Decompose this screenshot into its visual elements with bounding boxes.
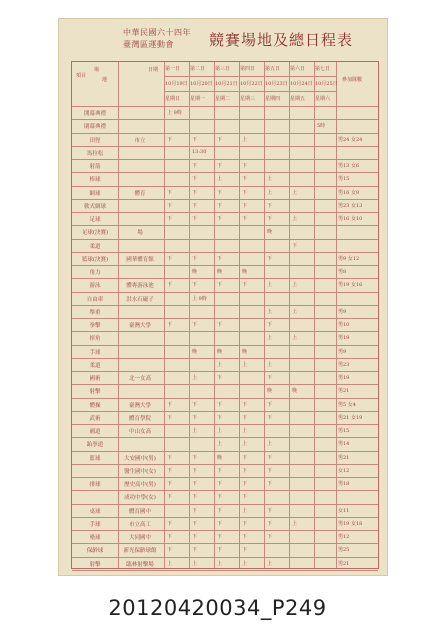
- session-mark: 上: [242, 507, 248, 514]
- event-name: 手球: [89, 521, 101, 528]
- day-header-day: 第七日: [315, 66, 331, 72]
- session-mark: 下: [217, 216, 223, 223]
- venue-name: 體育國中: [128, 508, 151, 515]
- session-mark: 上: [267, 335, 273, 342]
- day-header-day: 第二日: [190, 66, 206, 72]
- header-venue: 場: [94, 67, 100, 73]
- session-mark: 下: [192, 414, 198, 421]
- session-mark: 下: [267, 202, 273, 209]
- venue-name: 體專游泳池: [126, 283, 154, 290]
- team-count: 男15: [338, 428, 350, 435]
- session-mark: 下: [167, 189, 173, 196]
- session-mark: 晚: [217, 269, 223, 276]
- event-name: 足球(決賽): [81, 230, 109, 237]
- event-name: 體操: [89, 402, 101, 409]
- grid-row-line: [72, 159, 378, 160]
- session-mark: 下: [167, 414, 173, 421]
- session-mark: 5時: [317, 123, 326, 130]
- venue-name: 體育學院: [128, 415, 151, 422]
- session-mark: 下: [242, 481, 248, 488]
- session-mark: 上: [267, 176, 273, 183]
- session-mark: 下: [267, 322, 273, 329]
- session-mark: 上 9時: [192, 295, 207, 302]
- grid-row-line: [72, 318, 378, 319]
- team-count: 男10: [338, 322, 350, 329]
- session-mark: 上: [192, 560, 198, 567]
- grid-row-line: [72, 437, 378, 438]
- team-count: 男19 女16: [338, 282, 363, 289]
- session-mark: 下: [267, 467, 273, 474]
- session-mark: 上: [292, 189, 298, 196]
- day-header-week: 星期一: [190, 96, 206, 102]
- team-count: 男15: [338, 176, 350, 183]
- event-name: 排球: [89, 482, 101, 489]
- session-mark: 上: [292, 308, 298, 315]
- event-name: 馬拉松: [86, 150, 104, 157]
- day-header-week: 星期三: [240, 96, 256, 102]
- team-count: 男21: [338, 454, 350, 461]
- grid-row-line: [72, 371, 378, 372]
- session-mark: 上: [267, 441, 273, 448]
- day-header-week: 星期六: [315, 96, 331, 102]
- session-mark: 下: [217, 136, 223, 143]
- grid-row-line: [72, 133, 378, 134]
- session-mark: 上: [267, 361, 273, 368]
- grid-row-line: [72, 517, 378, 518]
- day-header-day: 第一日: [165, 66, 181, 72]
- session-mark: 下: [217, 282, 223, 289]
- session-mark: 下: [167, 547, 173, 554]
- session-mark: 下: [167, 454, 173, 461]
- team-count: 男5 女4: [338, 401, 356, 408]
- event-name: 桌球: [89, 508, 101, 515]
- session-mark: 上: [217, 361, 223, 368]
- event-name: 游泳: [89, 283, 101, 290]
- session-mark: 上: [217, 176, 223, 183]
- event-name: 射擊: [89, 389, 101, 396]
- venue-name: 醫生國中(女): [124, 468, 156, 475]
- session-mark: 上: [242, 428, 248, 435]
- grid-row-line: [72, 225, 378, 226]
- grid-column-line: [239, 62, 240, 568]
- session-mark: 下: [192, 481, 198, 488]
- session-mark: 下: [217, 414, 223, 421]
- header-item: 項目: [76, 73, 87, 79]
- day-header-date: 10月21日: [215, 81, 238, 87]
- grid-row-line: [72, 451, 378, 452]
- session-mark: 下: [267, 481, 273, 488]
- session-mark: 下: [267, 520, 273, 527]
- session-mark: 上: [242, 441, 248, 448]
- venue-name: 臺灣大學: [128, 323, 151, 330]
- session-mark: 下: [217, 255, 223, 262]
- session-mark: 下: [192, 454, 198, 461]
- session-mark: 下: [217, 507, 223, 514]
- session-mark: 上: [167, 560, 173, 567]
- grid-row-line: [72, 305, 378, 306]
- team-count: 男21: [338, 560, 350, 567]
- session-mark: 下: [167, 494, 173, 501]
- session-mark: 晚: [267, 229, 273, 236]
- session-mark: 晚: [192, 269, 198, 276]
- session-mark: 下: [167, 520, 173, 527]
- session-mark: 下: [217, 481, 223, 488]
- header-teams: 參加隊數: [342, 77, 363, 83]
- session-mark: 下: [242, 216, 248, 223]
- grid-row-line: [72, 464, 378, 465]
- grid-row-line: [72, 504, 378, 505]
- event-name: 閉幕典禮: [83, 124, 106, 131]
- grid-row-line: [72, 106, 378, 107]
- grid-row-line: [164, 91, 336, 92]
- day-header-week: 星期五: [290, 96, 306, 102]
- session-mark: 上: [217, 428, 223, 435]
- session-mark: 下: [217, 494, 223, 501]
- grid-row-line: [72, 490, 378, 491]
- event-name: 柔道: [89, 362, 101, 369]
- session-mark: 下: [217, 189, 223, 196]
- image-caption: 20120420034_P249: [108, 596, 327, 620]
- session-mark: 晚: [242, 269, 248, 276]
- team-count: 女12: [338, 467, 350, 474]
- session-mark: 下: [242, 467, 248, 474]
- venue-name: 歷史高中(男): [124, 482, 156, 489]
- event-name: 武術: [89, 415, 101, 422]
- session-mark: 下: [192, 216, 198, 223]
- session-mark: 下: [192, 163, 198, 170]
- session-mark: 下: [242, 534, 248, 541]
- venue-name: 成功中學(女): [124, 495, 156, 502]
- session-mark: 下: [292, 242, 298, 249]
- event-name: 壘球: [89, 535, 101, 542]
- session-mark: 下: [242, 520, 248, 527]
- grid-row-line: [164, 76, 336, 77]
- team-count: 男21 女19: [338, 414, 363, 421]
- session-mark: 下: [167, 481, 173, 488]
- event-name: 籃球: [89, 455, 101, 462]
- org-line-1: 中華民國六十四年: [123, 28, 191, 37]
- session-mark: 下: [242, 401, 248, 408]
- venue-name: 大同國中: [128, 535, 151, 542]
- day-header-day: 第三日: [215, 66, 231, 72]
- session-mark: 下: [217, 375, 223, 382]
- session-mark: 上: [267, 560, 273, 567]
- team-count: 女11: [338, 507, 350, 514]
- event-name: 摔角: [89, 336, 101, 343]
- venue-name: 北一女高: [128, 376, 151, 383]
- session-mark: 上: [217, 560, 223, 567]
- session-mark: 下: [167, 401, 173, 408]
- team-count: 男14: [338, 441, 350, 448]
- session-mark: 下: [192, 176, 198, 183]
- session-mark: 上 9時: [167, 110, 182, 116]
- session-mark: 下: [192, 534, 198, 541]
- venue-name: 洪水石磁子: [126, 296, 154, 303]
- grid-row-line: [72, 186, 378, 187]
- session-mark: 下: [267, 216, 273, 223]
- venue-name: 市立高工: [128, 521, 151, 528]
- event-name: 舉重: [89, 309, 101, 316]
- grid-row-line: [72, 278, 378, 279]
- session-mark: 下: [217, 467, 223, 474]
- session-mark: 下: [167, 282, 173, 289]
- session-mark: 晚: [217, 348, 223, 355]
- team-count: 男24 女24: [338, 136, 363, 143]
- event-name: 國術: [89, 376, 101, 383]
- session-mark: 上: [267, 282, 273, 289]
- session-mark: 下: [242, 202, 248, 209]
- event-name: 射箭: [89, 164, 101, 171]
- session-mark: 下: [192, 189, 198, 196]
- event-name: 自由車: [86, 296, 104, 303]
- team-count: 男19 女18: [338, 520, 363, 527]
- session-mark: 下: [267, 255, 273, 262]
- team-count: 男18: [338, 481, 350, 488]
- session-mark: 13:30: [192, 148, 207, 155]
- grid-row-line: [72, 398, 378, 399]
- grid-column-line: [314, 62, 315, 568]
- day-header-date: 10月25日: [315, 81, 338, 87]
- session-mark: 下: [167, 322, 173, 329]
- day-header-week: 星期四: [265, 96, 281, 102]
- session-mark: 下: [167, 534, 173, 541]
- session-mark: 晚: [267, 388, 273, 395]
- event-name: 角力: [89, 270, 101, 277]
- session-mark: 上: [292, 282, 298, 289]
- event-name: 射擊: [89, 561, 101, 568]
- session-mark: 下: [192, 202, 198, 209]
- day-header-date: 10月24日: [290, 81, 313, 87]
- event-name: 棒球: [89, 177, 101, 184]
- grid-column-line: [289, 62, 290, 568]
- session-mark: 上: [217, 441, 223, 448]
- team-count: 男13 女6: [338, 163, 360, 170]
- session-mark: 晚: [217, 454, 223, 461]
- session-mark: 下: [242, 163, 248, 170]
- grid-column-line: [264, 62, 265, 568]
- team-count: 男9 女12: [338, 255, 360, 262]
- event-name: 開幕典禮: [83, 111, 106, 117]
- session-mark: 下: [192, 255, 198, 262]
- session-mark: 下: [242, 176, 248, 183]
- session-mark: 上: [242, 560, 248, 567]
- session-mark: 下: [267, 401, 273, 408]
- grid-row-line: [72, 424, 378, 425]
- session-mark: 下: [167, 216, 173, 223]
- grid-row-line: [72, 358, 378, 359]
- grid-row-line: [72, 384, 378, 385]
- session-mark: 下: [267, 507, 273, 514]
- session-mark: 下: [217, 520, 223, 527]
- day-header-week: 星期二: [215, 96, 231, 102]
- session-mark: 下: [217, 547, 223, 554]
- team-count: 男19: [338, 335, 350, 342]
- session-mark: 上: [267, 189, 273, 196]
- session-mark: 晚: [292, 388, 298, 395]
- session-mark: 上: [192, 375, 198, 382]
- session-mark: 上: [192, 428, 198, 435]
- event-name: 拳擊: [89, 323, 101, 330]
- grid-row-line: [72, 557, 378, 558]
- document-title: 競賽場地及總日程表: [209, 31, 354, 49]
- session-mark: 下: [192, 282, 198, 289]
- event-name: 足球: [89, 217, 101, 224]
- event-name: 跆拳道: [86, 442, 104, 449]
- team-count: 男23 女13: [338, 202, 363, 209]
- event-name: 田徑: [89, 137, 101, 144]
- venue-name: 體育: [134, 190, 146, 197]
- session-mark: 下: [192, 507, 198, 514]
- venue-name: 臨林射擊場: [126, 561, 154, 568]
- session-mark: 下: [217, 401, 223, 408]
- session-mark: 下: [242, 282, 248, 289]
- grid-row-line: [72, 265, 378, 266]
- venue-name: 市立: [134, 137, 146, 144]
- session-mark: 上: [292, 335, 298, 342]
- session-mark: 上: [292, 520, 298, 527]
- session-mark: 下: [192, 322, 198, 329]
- session-mark: 下: [192, 401, 198, 408]
- session-mark: 下: [267, 414, 273, 421]
- grid-column-line: [336, 62, 337, 568]
- session-mark: 下: [192, 520, 198, 527]
- session-mark: 上: [242, 361, 248, 368]
- team-count: 男8: [338, 269, 347, 276]
- grid-row-line: [72, 331, 378, 332]
- session-mark: 晚: [192, 348, 198, 355]
- grid-row-line: [72, 477, 378, 478]
- session-mark: 下: [217, 322, 223, 329]
- team-count: 男12: [338, 534, 350, 541]
- session-mark: 下: [217, 534, 223, 541]
- session-mark: 下: [267, 454, 273, 461]
- day-header-week: 星期日: [165, 96, 181, 102]
- team-count: 男16 女8: [338, 189, 360, 196]
- session-mark: 下: [192, 494, 198, 501]
- event-name: 柔道: [89, 243, 101, 250]
- event-name: 軟式網球: [83, 203, 106, 210]
- session-mark: 下: [242, 547, 248, 554]
- grid-row-line: [72, 530, 378, 531]
- session-mark: 下: [267, 534, 273, 541]
- session-mark: 下: [242, 494, 248, 501]
- session-mark: 上: [242, 136, 248, 143]
- grid-row-line: [72, 411, 378, 412]
- team-count: 男21: [338, 388, 350, 395]
- session-mark: 下: [242, 189, 248, 196]
- org-line-2: 臺灣區運動會: [123, 40, 174, 49]
- day-header-date: 10月19日: [165, 81, 188, 87]
- grid-row-line: [72, 292, 378, 293]
- grid-row-line: [72, 172, 378, 173]
- team-count: 男16 女10: [338, 216, 363, 223]
- day-header-date: 10月23日: [265, 81, 288, 87]
- header-period: 日期: [148, 67, 159, 73]
- schedule-table: [71, 61, 379, 569]
- session-mark: 下: [192, 467, 198, 474]
- venue-name: 場: [137, 230, 143, 237]
- venue-name: 大安國中(男): [124, 455, 156, 462]
- day-header-date: 10月20日: [190, 81, 213, 87]
- session-mark: 下: [217, 202, 223, 209]
- team-count: 男25: [338, 547, 350, 554]
- grid-row-line: [72, 345, 378, 346]
- session-mark: 晚: [242, 348, 248, 355]
- day-header-date: 10月22日: [240, 81, 263, 87]
- session-mark: 下: [167, 136, 173, 143]
- team-count: 男9: [338, 348, 347, 355]
- session-mark: 下: [242, 454, 248, 461]
- grid-column-line: [214, 62, 215, 568]
- venue-name: 中山女高: [128, 429, 151, 436]
- grid-column-line: [118, 62, 119, 568]
- schedule-document: [58, 18, 388, 576]
- session-mark: 上: [267, 308, 273, 315]
- session-mark: 下: [267, 375, 273, 382]
- grid-column-line: [189, 62, 190, 568]
- event-name: 籃球(決賽): [81, 256, 109, 263]
- document-header: [59, 19, 387, 61]
- venue-name: 臺灣大學: [128, 402, 151, 409]
- header-place: 地: [102, 77, 108, 83]
- grid-column-line: [164, 62, 165, 568]
- session-mark: 下: [217, 163, 223, 170]
- grid-row-line: [72, 570, 378, 571]
- event-name: 保齡球: [86, 548, 104, 555]
- team-count: 男23: [338, 361, 350, 368]
- session-mark: 下: [242, 414, 248, 421]
- session-mark: 下: [192, 136, 198, 143]
- event-name: 手球: [89, 349, 101, 356]
- venue-name: 新光保齡球館: [123, 548, 157, 555]
- day-header-day: 第四日: [240, 66, 256, 72]
- venue-name: 國華體育館: [126, 256, 154, 263]
- grid-row-line: [72, 252, 378, 253]
- day-header-day: 第六日: [290, 66, 306, 72]
- day-header-day: 第五日: [265, 66, 281, 72]
- grid-row-line: [72, 199, 378, 200]
- event-name: 劍道: [89, 429, 101, 436]
- session-mark: 上: [292, 216, 298, 223]
- grid-row-line: [72, 212, 378, 213]
- session-mark: 下: [192, 547, 198, 554]
- grid-row-line: [72, 119, 378, 120]
- session-mark: 下: [167, 255, 173, 262]
- session-mark: 下: [167, 467, 173, 474]
- grid-row-line: [72, 146, 378, 147]
- event-name: 網球: [89, 190, 101, 197]
- team-count: 男19: [338, 375, 350, 382]
- grid-row-line: [72, 239, 378, 240]
- grid-row-line: [72, 543, 378, 544]
- session-mark: 下: [167, 202, 173, 209]
- team-count: 男9: [338, 308, 347, 315]
